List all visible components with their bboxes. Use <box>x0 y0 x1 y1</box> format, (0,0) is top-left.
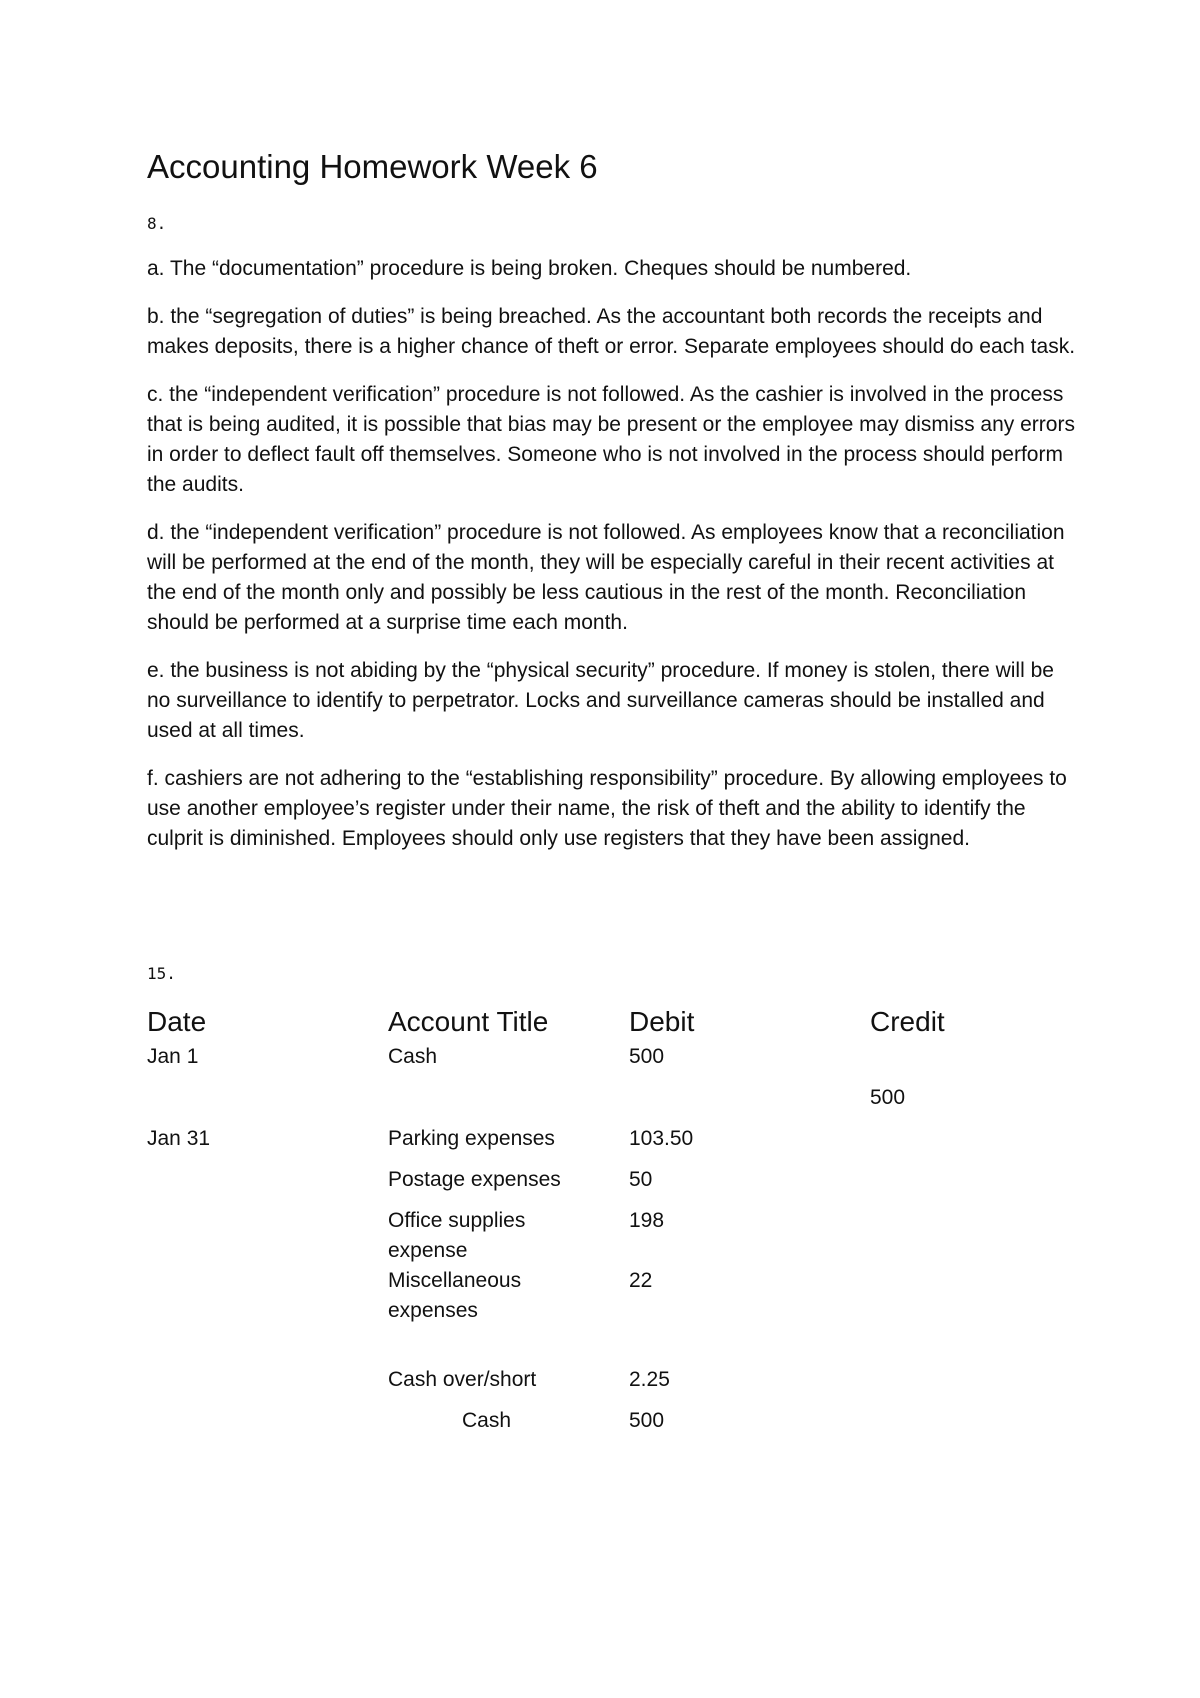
answer-a: a. The “documentation” procedure is being broken. Cheques should be numbered. <box>147 257 912 280</box>
journal-header-row <box>147 1002 1067 1042</box>
table-row <box>147 1124 1067 1165</box>
row-date: Jan 31 <box>147 1127 211 1150</box>
header-credit: Credit <box>870 1006 945 1037</box>
row-date: Jan 1 <box>147 1045 199 1068</box>
row-credit <box>870 1266 1067 1365</box>
row-account: Postage expenses <box>388 1168 561 1191</box>
row-credit <box>870 1406 1067 1447</box>
row-credit <box>870 1124 1067 1165</box>
row-date <box>147 1083 388 1124</box>
row-debit <box>629 1083 870 1124</box>
journal-entry-table <box>147 1002 1067 1447</box>
row-debit: 500 <box>629 1045 665 1068</box>
row-account: Cash over/short <box>388 1368 537 1391</box>
row-credit <box>870 1206 1067 1266</box>
row-account: Miscellaneous expenses <box>388 1269 522 1322</box>
question-8-answers <box>147 254 1077 872</box>
table-row <box>147 1266 1067 1365</box>
answer-b: b. the “segregation of duties” is being breached. As the accountant both records the receipts and makes deposits, there is a higher chance of theft or error. Separate employees should do each task. <box>147 305 1076 358</box>
question-8-label: 8. <box>147 214 167 233</box>
table-row <box>147 1406 1067 1447</box>
row-account: Office supplies expense <box>388 1209 526 1262</box>
row-account: Cash <box>462 1409 512 1432</box>
row-date <box>147 1365 388 1406</box>
answer-f: f. cashiers are not adhering to the “establishing responsibility” procedure. By allowing employees to use another employee’s register under their name, the risk of theft and the ability to identify the culprit is diminished. Employees should only use registers that they have been assigned. <box>147 767 1067 850</box>
row-debit: 500 <box>629 1409 665 1432</box>
table-row <box>147 1206 1067 1266</box>
row-credit <box>870 1365 1067 1406</box>
row-debit: 22 <box>629 1269 653 1292</box>
table-row <box>147 1365 1067 1406</box>
row-credit <box>870 1165 1067 1206</box>
row-credit <box>870 1042 1067 1083</box>
answer-c: c. the “independent verification” procedure is not followed. As the cashier is involved in the process that is being audited, it is possible that bias may be present or the employee may dismiss any errors in order to deflect fault off themselves. Someone who is not involved in the process should perform the audits. <box>147 383 1075 496</box>
table-row <box>147 1165 1067 1206</box>
table-row <box>147 1083 1067 1124</box>
header-account-title: Account Title <box>388 1006 549 1037</box>
question-15-label: 15. <box>147 964 176 983</box>
answer-d: d. the “independent verification” procedure is not followed. As employees know that a reconciliation will be performed at the end of the month, they will be especially careful in their recent activities at the end of the month only and possibly be less cautious in the rest of the month. Reconciliation should be performed at a surprise time each month. <box>147 521 1065 634</box>
row-date <box>147 1206 388 1266</box>
header-debit: Debit <box>629 1006 695 1037</box>
row-date <box>147 1165 388 1206</box>
row-account: Cash <box>388 1045 438 1068</box>
row-debit: 103.50 <box>629 1127 694 1150</box>
answer-e: e. the business is not abiding by the “physical security” procedure. If money is stolen, there will be no surveillance to identify to perpetrator. Locks and surveillance cameras should be installed and used at all times. <box>147 659 1054 742</box>
row-date <box>147 1266 388 1365</box>
row-date <box>147 1406 388 1447</box>
row-debit: 50 <box>629 1168 653 1191</box>
row-account: Parking expenses <box>388 1127 555 1150</box>
row-account <box>388 1083 629 1124</box>
header-date: Date <box>147 1006 207 1037</box>
document-title: Accounting Homework Week 6 <box>147 148 598 185</box>
table-row <box>147 1042 1067 1083</box>
row-debit: 2.25 <box>629 1368 670 1391</box>
row-debit: 198 <box>629 1209 665 1232</box>
row-credit: 500 <box>870 1086 906 1109</box>
